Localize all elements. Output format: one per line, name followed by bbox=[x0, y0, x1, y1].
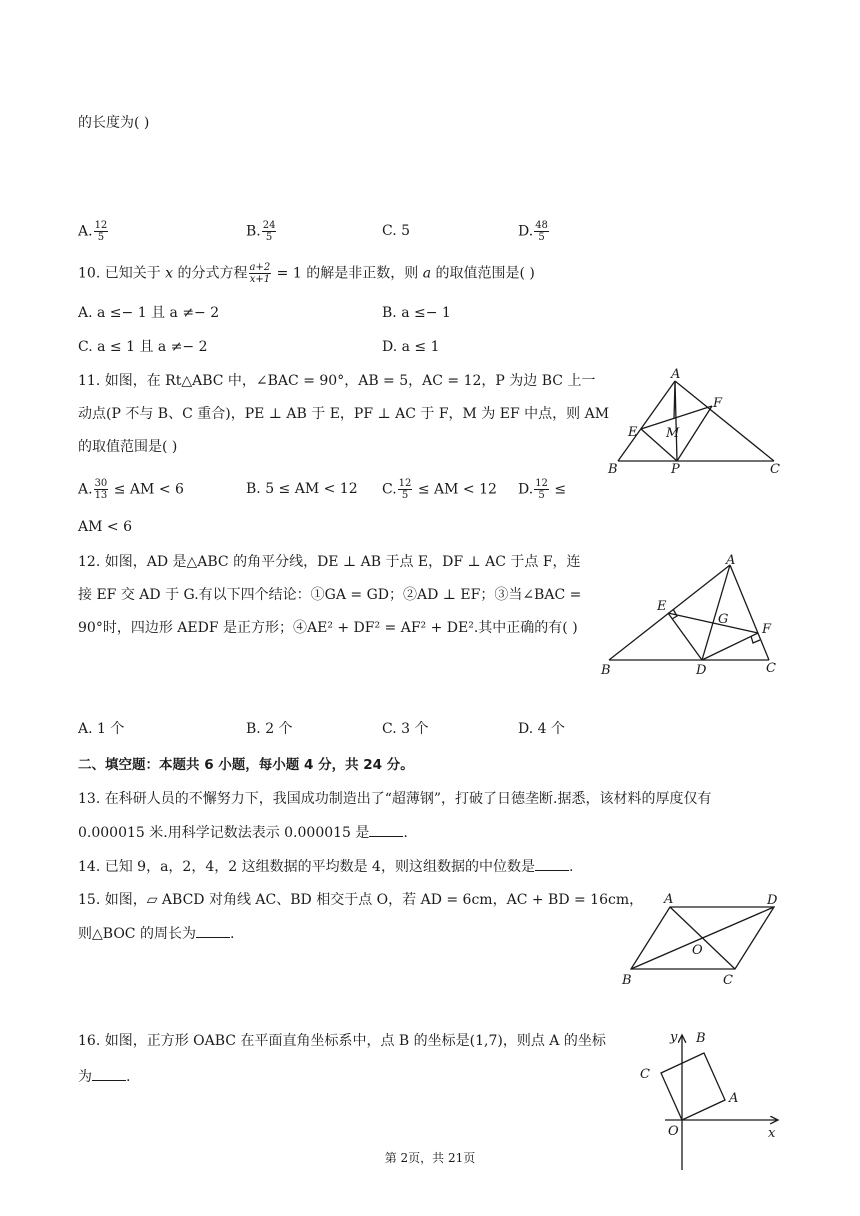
q11-option-c: C. $\frac{12}{5}$ ≤ AM < 12 bbox=[382, 478, 497, 501]
q12-segment-ef bbox=[668, 613, 758, 633]
q9-option-b bbox=[246, 220, 277, 243]
q9-option-a bbox=[78, 220, 109, 243]
q11-segment-ap bbox=[675, 381, 677, 461]
q12-segment-ac bbox=[730, 565, 769, 660]
q12-option-c: C. 3 个 bbox=[382, 721, 429, 737]
q15-label-b: B bbox=[622, 973, 632, 988]
q9-option-d-label: D. bbox=[518, 223, 534, 240]
q9-option-a-fraction: $\frac{12}{5}$ bbox=[94, 220, 108, 243]
q12-line-3: 90°时，四边形 AEDF 是正方形；④AE² + DF² = AF² + DE².其中正确的有( ) bbox=[78, 620, 578, 636]
section-2-heading: 二、填空题：本题共 6 小题，每小题 4 分，共 24 分。 bbox=[78, 757, 414, 773]
q12-option-a: A. 1 个 bbox=[78, 721, 125, 737]
q12-label-c: C bbox=[766, 661, 776, 676]
q11-option-d-continued: AM < 6 bbox=[78, 519, 132, 535]
q11-option-d: D. $\frac{12}{5}$ ≤ bbox=[518, 478, 567, 501]
q15-label-c: C bbox=[723, 973, 733, 988]
q13-line-2: 0.000015 米.用科学记数法表示 0.000015 是 . bbox=[78, 822, 408, 843]
q11-label-p: P bbox=[671, 462, 680, 477]
q10-option-a: A. a ≤− 1 且 a ≠− 2 bbox=[78, 305, 220, 321]
q10-option-b: B. a ≤− 1 bbox=[382, 305, 451, 321]
q16-square-oabc bbox=[661, 1053, 725, 1120]
q13-answer-blank bbox=[369, 822, 403, 837]
q15-label-a: A bbox=[664, 892, 674, 907]
q12-label-a: A bbox=[726, 553, 736, 568]
q16-label-a: A bbox=[729, 1091, 739, 1106]
q15-label-o: O bbox=[692, 943, 703, 958]
q16-label-y: y bbox=[670, 1030, 678, 1045]
q12-figure bbox=[595, 552, 790, 682]
q12-line-2: 接 EF 交 AD 于 G.有以下四个结论：①GA = GD；②AD ⊥ EF；③当∠BAC = bbox=[78, 587, 582, 603]
q11-option-b: B. 5 ≤ AM < 12 bbox=[246, 481, 358, 497]
q16-line-2: 为 . bbox=[78, 1066, 130, 1087]
q12-line-1: 12. 如图，AD 是△ABC 的角平分线，DE ⊥ AB 于点 E，DF ⊥ AC 于点 F，连 bbox=[78, 554, 581, 570]
q11-line-3: 的取值范围是( ) bbox=[78, 439, 178, 455]
q16-line-1: 16. 如图，正方形 OABC 在平面直角坐标系中，点 B 的坐标是(1,7)，则点 A 的坐标 bbox=[78, 1033, 606, 1049]
q9-option-a-label: A. bbox=[78, 223, 93, 240]
q15-line-2: 则△BOC 的周长为 . bbox=[78, 923, 234, 944]
q15-figure bbox=[615, 888, 790, 993]
q11-label-e: E bbox=[628, 425, 638, 440]
q9-option-d bbox=[518, 220, 550, 243]
q16-answer-blank bbox=[92, 1066, 126, 1081]
q12-right-angle-f bbox=[751, 636, 760, 643]
q9-option-b-label: B. bbox=[246, 223, 261, 240]
q11-option-a: A. $\frac{30}{13}$ ≤ AM < 6 bbox=[78, 478, 184, 501]
q16-label-o: O bbox=[668, 1124, 679, 1139]
q12-segment-ab bbox=[609, 565, 730, 660]
q11-label-c: C bbox=[770, 462, 780, 477]
q16-label-b: B bbox=[696, 1031, 706, 1046]
q14-question: 14. 已知 9，a，2，4，2 这组数据的平均数是 4，则这组数据的中位数是 . bbox=[78, 856, 573, 877]
q9-option-c: C. 5 bbox=[382, 223, 411, 239]
q10-option-d: D. a ≤ 1 bbox=[382, 339, 440, 355]
q11-label-m: M bbox=[666, 426, 680, 441]
q11-label-f: F bbox=[713, 396, 723, 411]
q15-answer-blank bbox=[196, 923, 230, 938]
q12-label-f: F bbox=[762, 622, 772, 637]
q11-segment-ac bbox=[675, 381, 774, 461]
q12-option-d: D. 4 个 bbox=[518, 721, 565, 737]
page-footer: 第 2页，共 21页 bbox=[384, 1151, 476, 1165]
q15-diagonal-bd bbox=[631, 907, 774, 969]
q11-line-1: 11. 如图，在 Rt△ABC 中，∠BAC = 90°，AB = 5，AC = 12，P 为边 BC 上一 bbox=[78, 373, 596, 389]
q11-label-b: B bbox=[608, 462, 618, 477]
q12-label-d: D bbox=[696, 663, 707, 678]
q14-answer-blank bbox=[535, 856, 569, 871]
q12-option-b: B. 2 个 bbox=[246, 721, 293, 737]
q13-line-1: 13. 在科研人员的不懈努力下，我国成功制造出了“超薄钢”，打破了日德垄断.据悉，该材料的厚度仅有 bbox=[78, 791, 712, 807]
q12-label-b: B bbox=[601, 663, 611, 678]
q16-label-x: x bbox=[768, 1126, 776, 1141]
q12-label-e: E bbox=[657, 599, 667, 614]
q10-question: 10. 已知关于 x 的分式方程 $\frac{a+2}{x+1}$ = 1 的解是非正数，则 a 的取值范围是( ) bbox=[78, 262, 535, 285]
q10-option-c: C. a ≤ 1 且 a ≠− 2 bbox=[78, 339, 208, 355]
q11-line-2: 动点(P 不与 B、C 重合)，PE ⊥ AB 于 E，PF ⊥ AC 于 F，M 为 EF 中点，则 AM bbox=[78, 406, 610, 422]
q15-line-1: 15. 如图，▱ ABCD 对角线 AC、BD 相交于点 O，若 AD = 6cm，AC + BD = 16cm， bbox=[78, 892, 644, 908]
q9-option-b-fraction: $\frac{24}{5}$ bbox=[262, 220, 276, 243]
q12-label-g: G bbox=[718, 612, 729, 627]
q12-segment-df bbox=[702, 633, 758, 660]
q9-option-d-fraction: $\frac{48}{5}$ bbox=[535, 220, 548, 243]
q9-tail-text: 的长度为( ) bbox=[78, 115, 150, 131]
q15-label-d: D bbox=[767, 893, 778, 908]
q11-figure bbox=[600, 365, 790, 480]
q16-label-c: C bbox=[640, 1067, 650, 1082]
q11-segment-pf bbox=[677, 406, 712, 461]
q10-fraction: $\frac{a+2}{x+1}$ bbox=[249, 262, 271, 285]
q11-label-a: A bbox=[671, 367, 681, 382]
